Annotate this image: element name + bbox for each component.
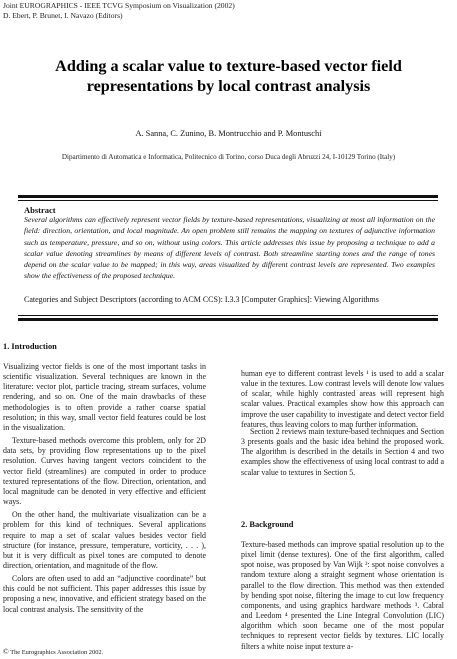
running-head-editors: D. Ebert, P. Brunet, I. Navazo (Editors) xyxy=(3,11,123,20)
copyright-footer xyxy=(3,647,103,656)
affiliation: Dipartimento di Automatica e Informatica, Politecnico di Torino, corso Duca degli Abruzzi 24, I-10129 Torino (Italy) xyxy=(61,153,396,161)
section-heading-background: 2. Background xyxy=(241,520,294,529)
right-column-outline xyxy=(241,427,444,478)
left-column xyxy=(3,341,206,615)
intro-paragraph-4: Colors are often used to add an “adjunctive coordinate” but this could be not sufficient. This paper addresses this issue by proposing a new, innovative, and efficient strategy based on the local contrast analysis. The sensitivity of the xyxy=(3,574,206,614)
intro-paragraph-continued: human eye to different contrast levels ¹ is used to add a scalar value in the textures. Low contrast levels will denote low values of scalar, while highly contrasted areas will represent high scalar values. Practical examples show how this approach can improve the user capability to investigate and detect vector field features, thus leaving colors to map further information. xyxy=(241,369,444,429)
right-column-continuation xyxy=(241,369,444,430)
abstract-text: Several algorithms can effectively represent vector fields by texture-based representations, visualizing at most all information on the field: direction, orientation, and local magnitude. An open problem still remains the mapping on textures of adjunctive information such as temperature, pressure, and so on, without using colors. This article addresses this issue by proposing a technique to add a scalar value denoting streamlines by means of different levels of contrast. Both streamline starting tones and the range of tones depend on the scalar value to be mapped; in this way, areas visualized by different contrast levels are represented. Two examples show the effectiveness of the proposed technique. xyxy=(24,215,435,281)
right-column-background xyxy=(241,519,444,652)
subject-categories: Categories and Subject Descriptors (according to ACM CCS): I.3.3 [Computer Graphics]: Viewing Algorithms xyxy=(24,295,379,304)
paper-title-line-1: Adding a scalar value to texture-based vector field xyxy=(55,57,402,75)
running-head-venue: Joint EUROGRAPHICS - IEEE TCVG Symposium on Visualization (2002) xyxy=(3,1,235,10)
abstract-heading: Abstract xyxy=(24,205,56,215)
section-heading-introduction: 1. Introduction xyxy=(3,342,57,351)
background-paragraph: Texture-based methods can improve spatial resolution up to the pixel limit (dense textures). One of the first algorithm, called spot noise, was proposed by Van Wijk ²: spot noise convolves a random texture along a straight segment whose orientation is parallel to the flow direction. This method was then extended by bending spot noise, filtering the image to cut low frequency components, and using graphics hardware methods ³. Cabral and Leedom ⁴ presented the Line Integral Convolution (LIC) algorithm which soon became one of the most popular techniques to represent vector fields by textures. LIC locally filters a white noise input texture a- xyxy=(241,540,444,651)
paper-title-line-2: representations by local contrast analysis xyxy=(86,77,371,95)
copyright-text: The Eurographics Association 2002. xyxy=(10,649,104,656)
running-head xyxy=(3,1,235,21)
abstract-top-rule xyxy=(18,195,438,201)
copyright-icon: © xyxy=(3,647,9,656)
intro-paragraph-3: On the other hand, the multivariate visualization can be a problem for this kind of techniques. Several applications require to map a set of scalar values besides vector field structure (for instance, pressure, temperature, vorticity, . . . ), but it is very difficult as pixel tones are computed to denote direction, orientation, and magnitude of the flow. xyxy=(3,510,206,570)
paper-title xyxy=(0,56,457,96)
abstract-bottom-rule xyxy=(18,315,438,321)
intro-paragraph-2: Texture-based methods overcome this problem, only for 2D data sets, by providing flow representations up to the pixel resolution. Curves having tangent vectors coincident to the vector field (streamlines) are computed in order to produce textured representations of the flow. Direction, orientation, and local magnitude can be denoted in very effective and efficient ways. xyxy=(3,436,206,507)
authors: A. Sanna, C. Zunino, B. Montrucchio and P. Montuschi xyxy=(135,129,322,138)
intro-paragraph-1: Visualizing vector fields is one of the most important tasks in scientific visualization. Several techniques are known in the literature: vector plot, particle tracing, stream surfaces, volume rendering, and so on. One of the main drawbacks of these methodologies is to often provide a rather coarse spatial resolution; in this way, small vector field features could be lost in the visualization. xyxy=(3,362,206,432)
paper-outline-paragraph: Section 2 reviews main texture-based techniques and Section 3 presents goals and the basic idea behind the proposed work. The algorithm is described in the details in Section 4 and two examples show the effectiveness of using local contrast to add a scalar value to textures in Section 5. xyxy=(241,427,444,477)
